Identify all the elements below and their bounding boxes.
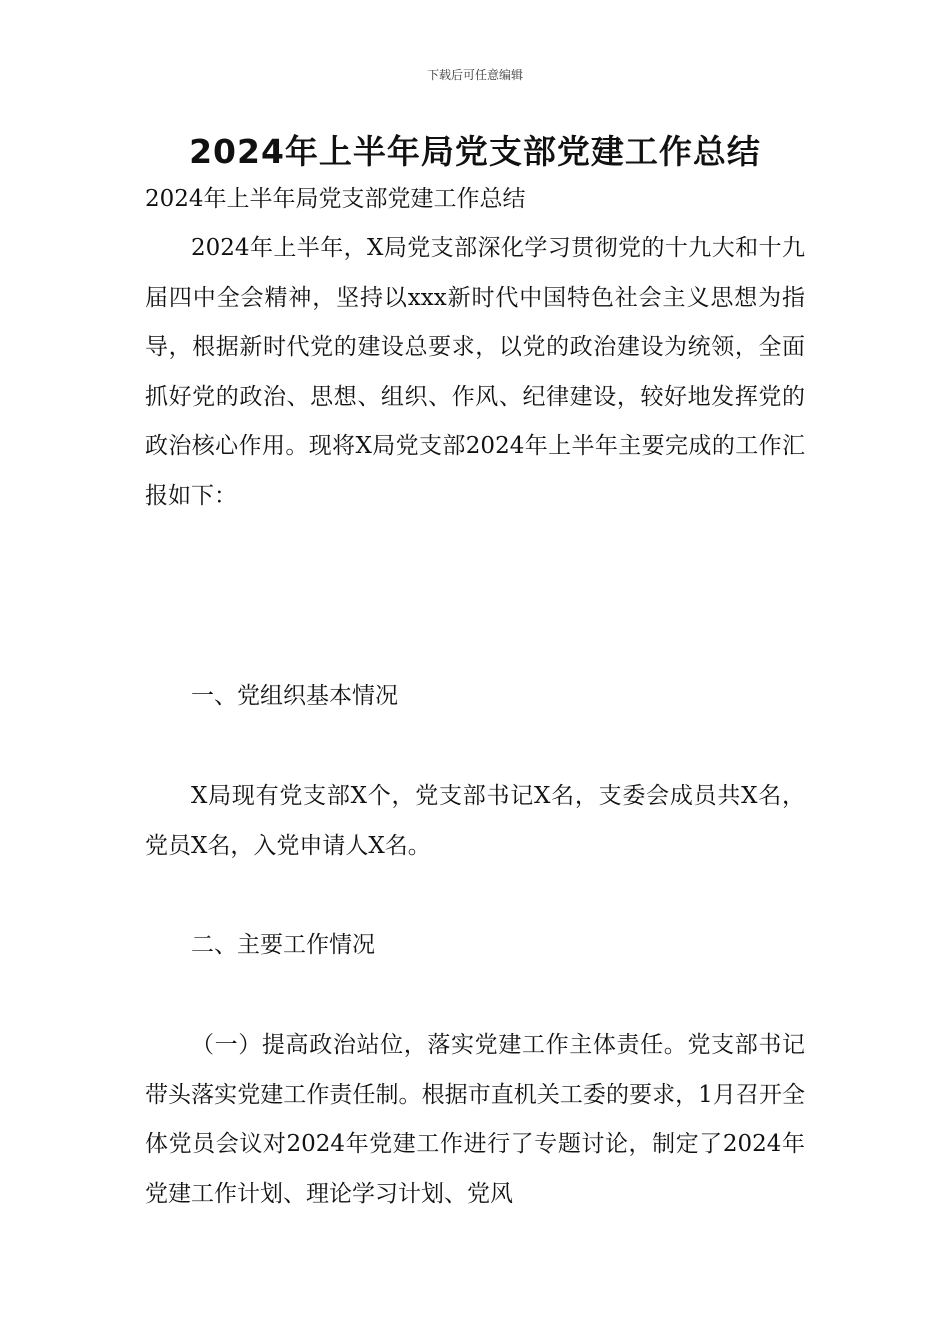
document-subtitle: 2024年上半年局党支部党建工作总结 xyxy=(145,186,526,212)
header-note: 下载后可任意编辑 xyxy=(426,68,523,82)
section-paragraph-1: X局现有党支部X个，党支部书记X名，支委会成员共X名，党员X名，入党申请人X名。 xyxy=(145,783,805,859)
section-paragraph-2: （一）提高政治站位，落实党建工作主体责任。党支部书记带头落实党建工作责任制。根据市直机关工委的要求，1月召开全体党员会议对2024年党建工作进行了专题讨论，制定了2024年党建工作计划、理论学习计划、党风 xyxy=(145,1032,805,1207)
intro-paragraph: 2024年上半年，X局党支部深化学习贯彻党的十九大和十九届四中全会精神，坚持以xxx新时代中国特色社会主义思想为指导，根据新时代党的建设总要求，以党的政治建设为统领，全面抓好党的政治、思想、组织、作风、纪律建设，较好地发挥党的政治核心作用。现将X局党支部2024年上半年主要完成的工作汇报如下： xyxy=(145,235,805,509)
section-heading-2: 二、主要工作情况 xyxy=(191,932,375,958)
section-heading-1: 一、党组织基本情况 xyxy=(191,683,398,709)
document-title: 2024年上半年局党支部党建工作总结 xyxy=(189,132,761,171)
